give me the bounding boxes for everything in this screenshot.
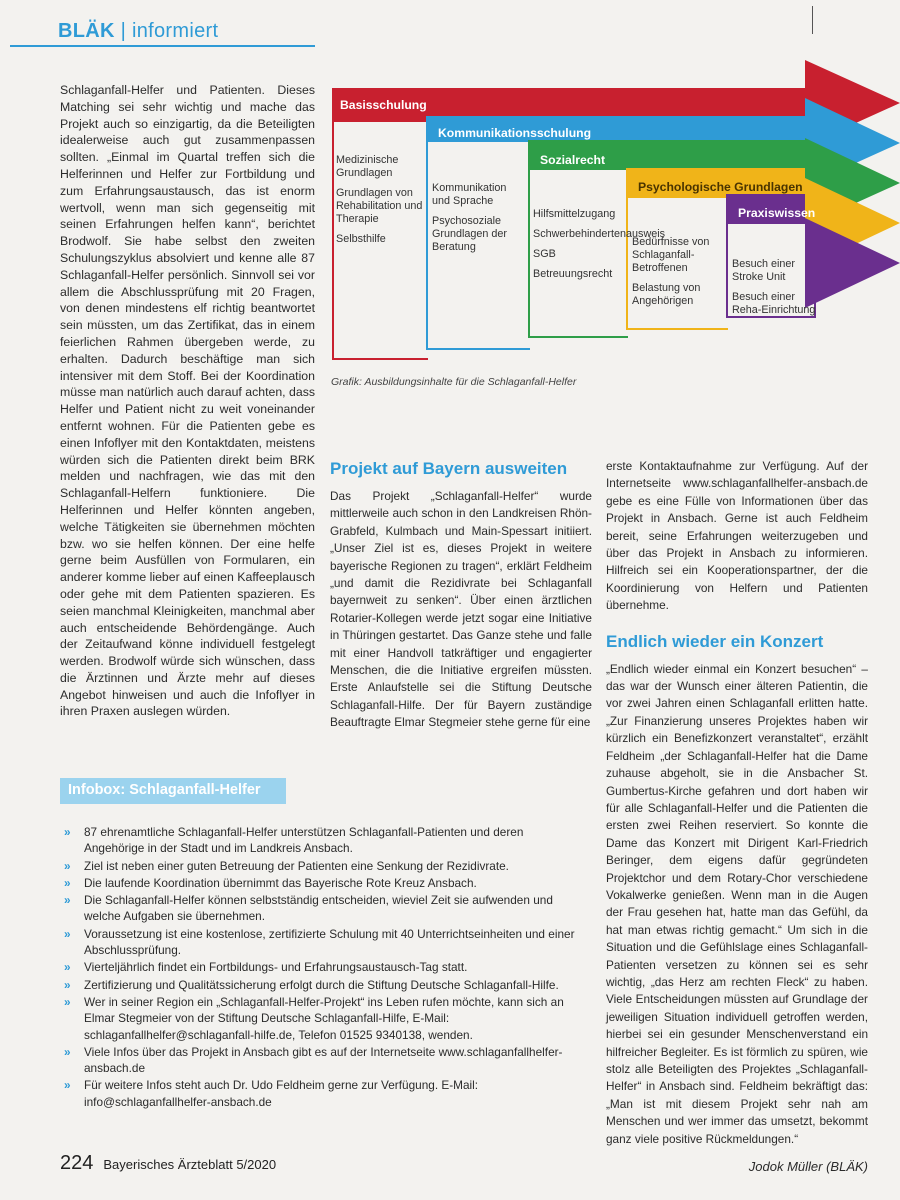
infobox-item: » Die laufende Koordination übernimmt das Bayerische Rote Kreuz Ansbach. — [64, 875, 477, 890]
stage-title-praxis: Praxiswissen — [738, 206, 816, 220]
right-column-text: „Endlich wieder einmal ein Konzert besuchen“ – das war der Wunsch einer älteren Patientin, die vor zwei Jahren einen Schlaganfall erlitten hatte. „Zur Finanzierung unseres Projektes haben wir kürzlich ein Benefizkonzert veranstaltet“, erzählt Feldheim „der Schlaganfall-Helfer hat die Dame zuhause abgeholt, sie in die Ansbacher St. Gumbertus-Kirche gefahren und dort haben wir für alle Schlaganfall-Helfer und die Patienten die ersten zwei Reihen reserviert. So konnte die Dame das Konzert mit Dirigent Karl-Friedrich Beringer, dem eigens dafür gegründeten Projektchor und dem Rotary-Chor verschiedene Vokalwerke genießen. Wenn man in die Augen der Frau gesehen hat, hatte man das Gefühl, da hat man etwas richtig gemacht.“ Um sich in die Situation und die Gefühlslage eines Schlaganfall-Patienten versetzen zu können sei es sehr wichtig, „das Herz am rechten Fleck“ zu haben. Viele Entscheidungen müssten auf Grundlage der jeweiligen Situation individuell getroffen werden, hierbei sei ein gesunder Menschenverstand ein hilfreicher Begleiter. Es ist förmlich zu spüren, wie stolz alle Beteiligten des Projektes „Schlaganfall-Helfer“ in Ansbach sind. Feldheim bekräftigt das: „Man ist mit diesem Projekt sehr nah am Menschen und wer immer das umsetzt, bekommt ganz viele positive Rückmeldungen.“ — [606, 661, 868, 1146]
infobox-item: » Ziel ist neben einer guten Betreuung der Patienten eine Senkung der Rezidivrate. — [64, 858, 509, 873]
author-credit: Jodok Müller (BLÄK) — [748, 1159, 868, 1175]
stage-item: SGB — [533, 248, 556, 260]
infobox-title: Infobox: Schlaganfall-Helfer — [60, 778, 286, 804]
right-column — [606, 458, 868, 1175]
bullet-icon: » — [64, 858, 71, 873]
stage-items-praxis — [732, 258, 816, 324]
stage-title-psych: Psychologische Grundlagen — [638, 180, 803, 194]
bullet-icon: » — [64, 926, 71, 941]
stage-item: Schwerbehindertenausweis — [533, 228, 666, 240]
stage-item: Belastung von Angehörigen — [632, 282, 701, 307]
stage-item: Medizinische Grundlagen — [336, 154, 399, 179]
infobox-item: » Vierteljährlich findet ein Fortbildungs- und Erfahrungsaustausch-Tag statt. — [64, 960, 468, 975]
infobox-item: » Für weitere Infos steht auch Dr. Udo Feldheim gerne zur Verfügung. E-Mail: info@schlaganfallhelfer-ansbach.de — [64, 1078, 479, 1109]
bullet-icon: » — [64, 875, 71, 890]
page-footer — [60, 1152, 276, 1175]
stage-item: Betreuungsrecht — [533, 268, 613, 280]
infobox-item: » Die Schlaganfall-Helfer können selbstständig entscheiden, wieviel Zeit sie aufwenden und welche Aufgaben sie übernehmen. — [64, 893, 553, 924]
bullet-icon: » — [64, 994, 71, 1009]
stage-item: Grundlagen von Rehabilitation und Therapie — [336, 187, 423, 225]
bullet-icon: » — [64, 1044, 71, 1059]
right-column-intro: erste Kontaktaufnahme zur Verfügung. Auf der Internetseite www.schlaganfallhelfer-ansbach.de gebe es eine Fülle von Informationen über das Projekt in Ansbach. Gerne ist auch Feldheim bereit, seine Erfahrungen weiterzugeben und über das Projekt in Ansbach zu informieren. Hilfreich sei ein Kooperationspartner, der die Koordinierung von Helfern und Patienten übernehme. — [606, 459, 868, 613]
stage-items-kommunikation — [432, 182, 526, 261]
header-brand: BLÄK — [58, 20, 115, 42]
margin-mark — [812, 6, 814, 34]
stage-item: Bedürfnisse von Schlaganfall-Betroffenen — [632, 236, 710, 274]
infobox-item: » 87 ehrenamtliche Schlaganfall-Helfer unterstützen Schlaganfall-Patienten und deren Angehörige in der Stadt und im Landkreis Ansbach. — [64, 825, 524, 856]
diagram-caption: Grafik: Ausbildungsinhalte für die Schlaganfall-Helfer — [331, 376, 577, 388]
middle-column-text: Das Projekt „Schlaganfall-Helfer“ wurde mittlerweile auch schon in den Landkreisen Rhön-Grabfeld, Kulmbach und Main-Spessart initiiert. „Unser Ziel ist es, dieses Projekt in weitere bayerische Regionen zu tragen“, erklärt Feldheim „und damit die Rezidivrate bei Schlaganfall bayernweit zu senken“. Über einen ärztlichen Rotarier-Kollegen werde jetzt sogar eine Initiative in Thüringen gestartet. Das Ganze stehe und falle mit einer Handvoll tatkräftiger und engagierter Menschen, die die Initiative ergreifen müssten. Erste Anlaufstelle sei die Stiftung Deutsche Schlaganfall-Hilfe. Der für Bayern zuständige Beauftragte Elmar Stegmeier stehe gerne für eine — [330, 489, 592, 730]
stage-item: Selbsthilfe — [336, 233, 386, 245]
stage-item: Hilfsmittelzugang — [533, 208, 616, 220]
left-column-text: Schlaganfall-Helfer und Patienten. Dieses Matching sei sehr wichtig und mache das Projekt auch so einzigartig, da die Beteiligten idealerweise auch gut zusammenpassen sollten. „Einmal im Quartal treffen sich die Helferinnen und Helfer zur Fortbildung und zum Erfahrungsaustausch, das ist enorm wertvoll, wenn man sich gegenseitig mit seinen Erfahrungen helfen kann“, berichtet Brodwolf. Sie habe selbst den zweiten Schulungszyklus absolviert und kenne alle 87 Schlaganfall-Helfer persönlich. Sinnvoll sei vor allem die Abschlussprüfung mit 20 Fragen, von denen mindestens elf richtig beantwortet sein müssten, um das Zertifikat, das in einem feierlichen Rahmen übergeben werde, zu erhalten. Dadurch beschäftige man sich intensiver mit dem Stoff. Bei der Koordination müsse man natürlich auch darauf achten, dass Helfer und Patient nicht zu weit voneinander entfernt wohnen. Für die Patienten gebe es einen Infoflyer mit den Kontaktdaten, meistens würden sich die Patienten direkt beim BRK melden und nachfragen, wie das mit den Schlaganfall-Helfern funktioniere. Die Helferinnen und Helfer könnten angeben, welche Tätigkeiten sie übernehmen möchten bzw. wo sie helfen können. Der eine helfe gerne beim Ausfüllen von Formularen, ein anderer komme lieber auf einen Kaffeeplausch oder gehe mit dem Patienten spazieren. Es seien manchmal Kleinigkeiten, manchmal aber auch entscheidende Behördengänge. Auch der Zeitaufwand könne individuell festgelegt werden. Brodwolf würde sich wünschen, dass die Ärztinnen und Ärzte mehr auf dieses Angebot hinweisen und auch die Infoflyer in ihren Praxen auslegen würden. — [60, 83, 315, 719]
bullet-icon: » — [64, 1078, 71, 1093]
page-header — [58, 20, 218, 43]
header-rule — [10, 45, 315, 47]
stage-item: Besuch einer Reha-Einrichtung — [732, 291, 816, 316]
stage-items-sozial — [533, 208, 666, 288]
training-diagram — [330, 58, 900, 368]
infobox-list — [62, 824, 582, 1111]
infobox-item: » Voraussetzung ist eine kostenlose, zertifizierte Schulung mit 40 Unterrichtseinheiten und einer Abschlussprüfung. — [64, 926, 575, 958]
infobox-item: » Viele Infos über das Projekt in Ansbach gibt es auf der Internetseite www.schlaganfallhelfer-ansbach.de — [64, 1044, 563, 1076]
bullet-icon: » — [64, 825, 71, 839]
bullet-icon: » — [64, 893, 71, 908]
stage-item: Besuch einer Stroke Unit — [732, 258, 796, 283]
bullet-icon: » — [64, 977, 71, 992]
stage-items-psych — [632, 236, 724, 315]
journal-name: Bayerisches Ärzteblatt 5/2020 — [103, 1157, 277, 1172]
stage-items-basis — [336, 154, 426, 253]
stage-title-sozial: Sozialrecht — [540, 153, 606, 167]
stage-title-kommunikation: Kommunikationsschulung — [438, 126, 592, 140]
section-heading-bayern: Projekt auf Bayern ausweiten — [330, 459, 568, 478]
bullet-icon: » — [64, 960, 71, 975]
infobox-item: » Wer in seiner Region ein „Schlaganfall-Helfer-Projekt“ ins Leben rufen möchte, kann sich an Elmar Stegmeier von der Stiftung Deutsche Schlaganfall-Hilfe, E-Mail: schlaganfallhelfer@schlaganfall-hilfe.de, Telefon 01525 9340138, wenden. — [64, 994, 564, 1042]
stage-item: Psychosoziale Grundlagen der Beratung — [432, 215, 508, 253]
header-section: informiert — [131, 20, 219, 42]
page-number: 224 — [60, 1152, 94, 1174]
stage-item: Kommunikation und Sprache — [432, 182, 507, 207]
middle-column — [330, 458, 592, 732]
infobox-item: » Zertifizierung und Qualitätssicherung erfolgt durch die Stiftung Deutsche Schlaganfall-Hilfe. — [64, 977, 559, 992]
stage-title-basis: Basisschulung — [340, 98, 427, 112]
section-heading-konzert: Endlich wieder ein Konzert — [606, 631, 824, 651]
header-separator: | — [114, 20, 132, 42]
